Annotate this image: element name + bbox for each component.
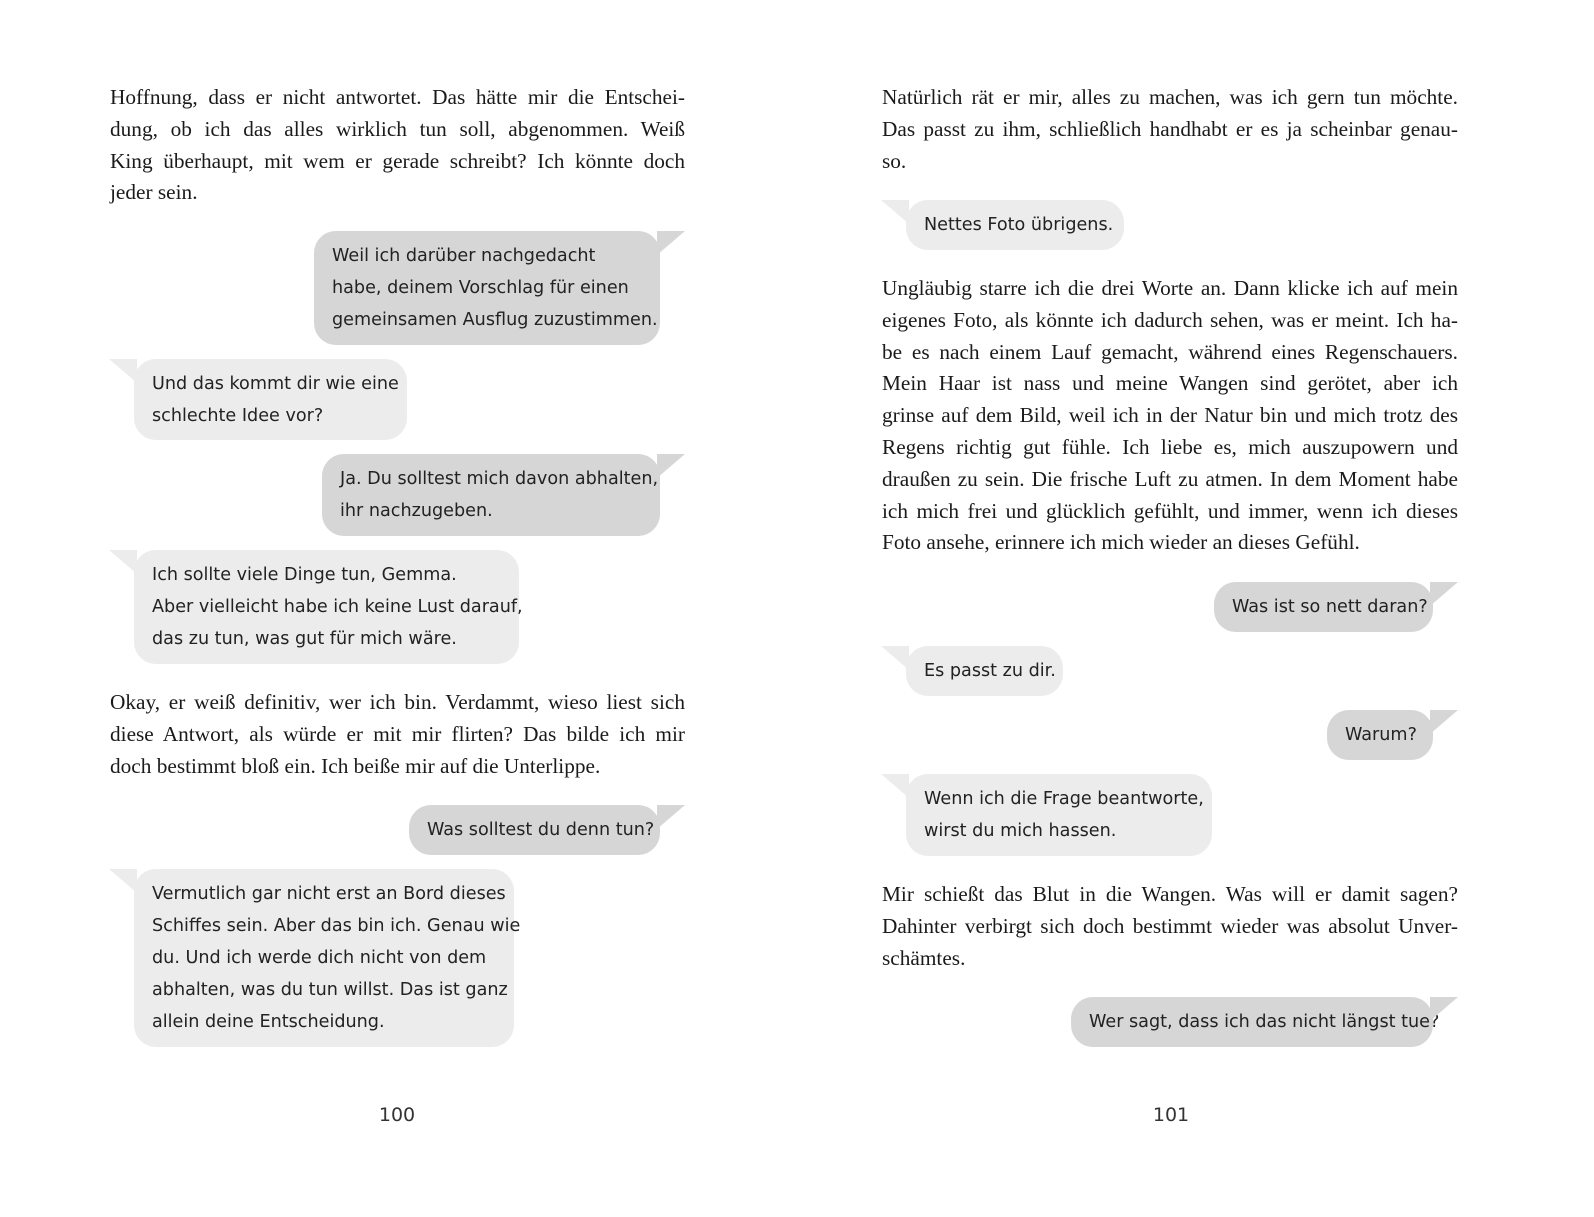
- message-text: ihr nachzugeben.: [340, 501, 493, 521]
- sent-message-bubble: [1071, 997, 1440, 1047]
- message-text: Wer sagt, dass ich das nicht längst tue?: [1089, 1012, 1440, 1032]
- text-line: eigenes Foto, als könnte ich dadurch sehen, was er meint. Ich ha-: [882, 307, 1458, 332]
- text-line: jeder sein.: [110, 180, 198, 205]
- sent-message-bubble: [1327, 710, 1433, 760]
- paragraph-3: [882, 879, 1458, 974]
- message-text: Was solltest du denn tun?: [427, 820, 655, 840]
- message-text: schlechte Idee vor?: [152, 406, 324, 426]
- paragraph-1: [110, 82, 685, 209]
- text-line: dung, ob ich das alles wirklich tun soll, abgenommen. Weiß: [110, 116, 685, 141]
- received-message-bubble: [906, 646, 1063, 696]
- sent-message-bubble: [409, 805, 660, 855]
- message-text: Es passt zu dir.: [924, 661, 1056, 681]
- page-number: 101: [1152, 1104, 1190, 1126]
- text-line: Hoffnung, dass er nicht antwortet. Das hätte mir die Entschei-: [110, 85, 685, 109]
- text-line: Foto ansehe, erinnere ich mich wieder an dieses Gefühl.: [882, 530, 1360, 555]
- sent-message-bubble: [314, 231, 660, 345]
- message-text: habe, deinem Vorschlag für einen: [332, 278, 629, 298]
- received-message-bubble: [906, 200, 1124, 250]
- paragraph-2: [110, 687, 685, 782]
- message-text: Weil ich darüber nachgedacht: [332, 246, 596, 266]
- message-text: abhalten, was du tun willst. Das ist ganz: [152, 980, 508, 1000]
- right-page: [797, 0, 1594, 1217]
- text-line: King überhaupt, mit wem er gerade schreibt? Ich könnte doch: [110, 148, 685, 173]
- message-text: Warum?: [1345, 725, 1417, 745]
- received-message-bubble: [134, 869, 521, 1047]
- text-line: Mir schießt das Blut in die Wangen. Was will er damit sagen?: [882, 882, 1458, 906]
- received-message-bubble: [134, 550, 523, 664]
- message-text: Wenn ich die Frage beantworte,: [924, 789, 1204, 809]
- message-text: Was ist so nett daran?: [1232, 597, 1428, 617]
- message-text: Nettes Foto übrigens.: [924, 215, 1114, 235]
- text-line: Ungläubig starre ich die drei Worte an. Dann klicke ich auf mein: [882, 276, 1458, 300]
- text-line: draußen zu sein. Die frische Luft zu atmen. In dem Moment habe: [882, 466, 1458, 491]
- page-number: 100: [378, 1104, 416, 1126]
- text-line: doch bestimmt bloß ein. Ich beiße mir auf die Unterlippe.: [110, 753, 601, 778]
- text-line: Natürlich rät er mir, alles zu machen, was ich gern tun möchte.: [882, 85, 1458, 109]
- text-line: Dahinter verbirgt sich doch bestimmt wieder was absolut Unver-: [882, 913, 1458, 938]
- text-line: grinse auf dem Bild, weil ich in der Natur bin und mich trotz des: [882, 403, 1458, 428]
- message-text: allein deine Entscheidung.: [152, 1012, 385, 1032]
- text-line: so.: [882, 148, 907, 173]
- received-message-bubble: [134, 359, 407, 440]
- received-message-bubble: [906, 774, 1212, 856]
- message-text: Und das kommt dir wie eine: [152, 374, 399, 394]
- text-line: be es nach einem Lauf gemacht, während eines Regenschauers.: [882, 339, 1458, 364]
- paragraph-1: [882, 82, 1458, 177]
- sent-message-bubble: [322, 454, 660, 536]
- message-text: Ja. Du solltest mich davon abhalten,: [340, 469, 659, 489]
- message-text: Vermutlich gar nicht erst an Bord dieses: [152, 884, 506, 904]
- text-line: Das passt zu ihm, schließlich handhabt er es ja scheinbar genau-: [882, 116, 1458, 141]
- message-text: Aber vielleicht habe ich keine Lust darauf,: [152, 597, 523, 617]
- text-line: Mein Haar ist nass und meine Wangen sind gerötet, aber ich: [882, 371, 1458, 396]
- text-line: schämtes.: [882, 945, 966, 970]
- text-line: Regens richtig gut fühle. Ich liebe es, mich auszupowern und: [882, 434, 1458, 459]
- message-text: gemeinsamen Ausflug zuzustimmen.: [332, 310, 658, 330]
- message-text: Schiffes sein. Aber das bin ich. Genau wie: [152, 916, 521, 936]
- message-text: du. Und ich werde dich nicht von dem: [152, 948, 487, 968]
- text-line: diese Antwort, als würde er mit mir flirten? Das bilde ich mir: [110, 721, 685, 746]
- text-line: Okay, er weiß definitiv, wer ich bin. Verdammt, wieso liest sich: [110, 690, 685, 714]
- message-text: das zu tun, was gut für mich wäre.: [152, 629, 457, 649]
- message-text: Ich sollte viele Dinge tun, Gemma.: [152, 565, 457, 585]
- text-line: ich mich frei und glücklich gefühlt, und immer, wenn ich dieses: [882, 498, 1458, 523]
- message-text: wirst du mich hassen.: [924, 821, 1117, 841]
- paragraph-2: [882, 273, 1458, 559]
- sent-message-bubble: [1214, 582, 1433, 632]
